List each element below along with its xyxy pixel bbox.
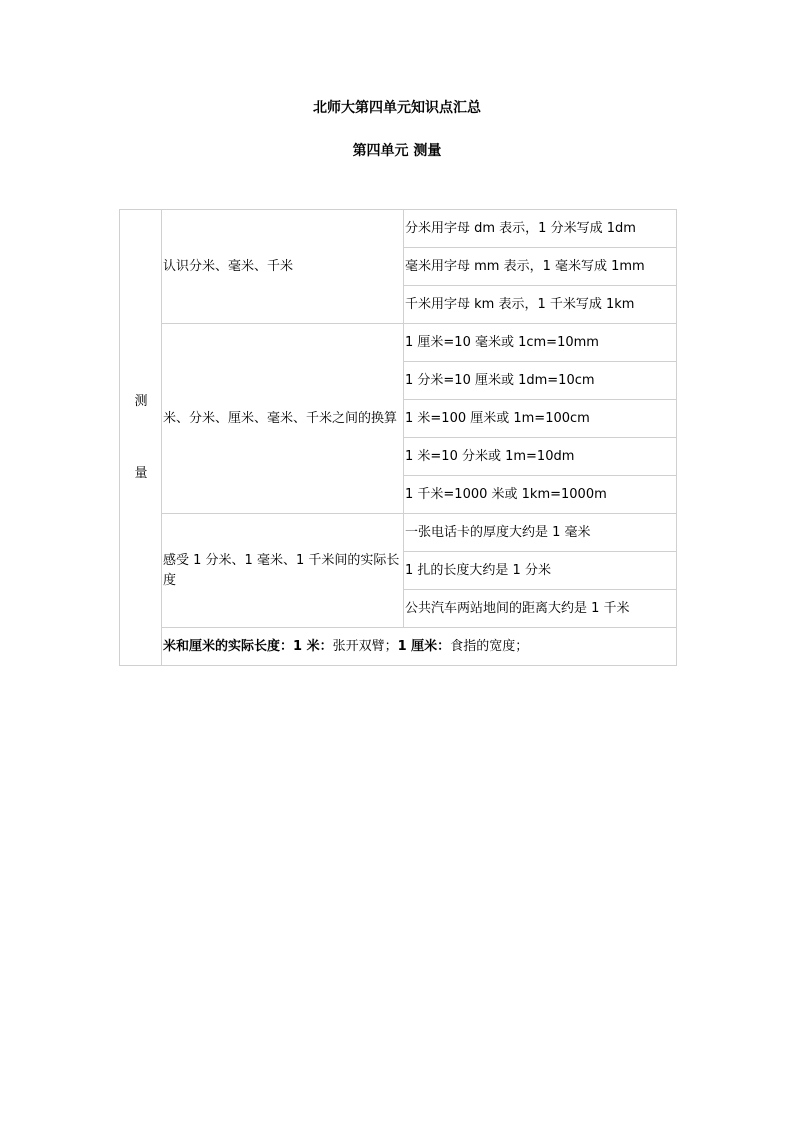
document-title: 北师大第四单元知识点汇总 [313, 100, 481, 116]
topic-cell: 米、分米、厘米、毫米、千米之间的换算 [162, 324, 404, 514]
detail-cell: 1 分米=10 厘米或 1dm=10cm [404, 362, 677, 400]
summary-meter-label: 1 米： [293, 638, 333, 654]
detail-cell: 1 米=100 厘米或 1m=100cm [404, 400, 677, 438]
topic-cell: 感受 1 分米、1 毫米、1 千米间的实际长度 [162, 514, 404, 628]
detail-cell: 1 千米=1000 米或 1km=1000m [404, 476, 677, 514]
detail-cell: 毫米用字母 mm 表示，1 毫米写成 1mm [404, 248, 677, 286]
unit-label-cell [120, 210, 162, 666]
summary-cm-text: 食指的宽度； [450, 638, 529, 654]
detail-cell: 一张电话卡的厚度大约是 1 毫米 [404, 514, 677, 552]
unit-label-char: 量 [134, 465, 148, 481]
detail-cell: 1 米=10 分米或 1m=10dm [404, 438, 677, 476]
detail-cell: 千米用字母 km 表示，1 千米写成 1km [404, 286, 677, 324]
unit-label-char: 测 [134, 393, 148, 409]
detail-cell: 分米用字母 dm 表示，1 分米写成 1dm [404, 210, 677, 248]
detail-cell: 公共汽车两站地间的距离大约是 1 千米 [404, 590, 677, 628]
table-row [120, 514, 677, 552]
document-subtitle: 第四单元 测量 [352, 143, 442, 159]
summary-cm-label: 1 厘米： [397, 638, 451, 654]
summary-heading: 米和厘米的实际长度： [163, 638, 294, 654]
knowledge-table [119, 209, 677, 666]
detail-cell: 1 厘米=10 毫米或 1cm=10mm [404, 324, 677, 362]
table-row [120, 324, 677, 362]
summary-meter-text: 张开双臂； [332, 638, 398, 654]
topic-cell: 认识分米、毫米、千米 [162, 210, 404, 324]
detail-cell: 1 扎的长度大约是 1 分米 [404, 552, 677, 590]
table-row [120, 210, 677, 248]
table-row [120, 628, 677, 666]
summary-cell [162, 628, 677, 666]
